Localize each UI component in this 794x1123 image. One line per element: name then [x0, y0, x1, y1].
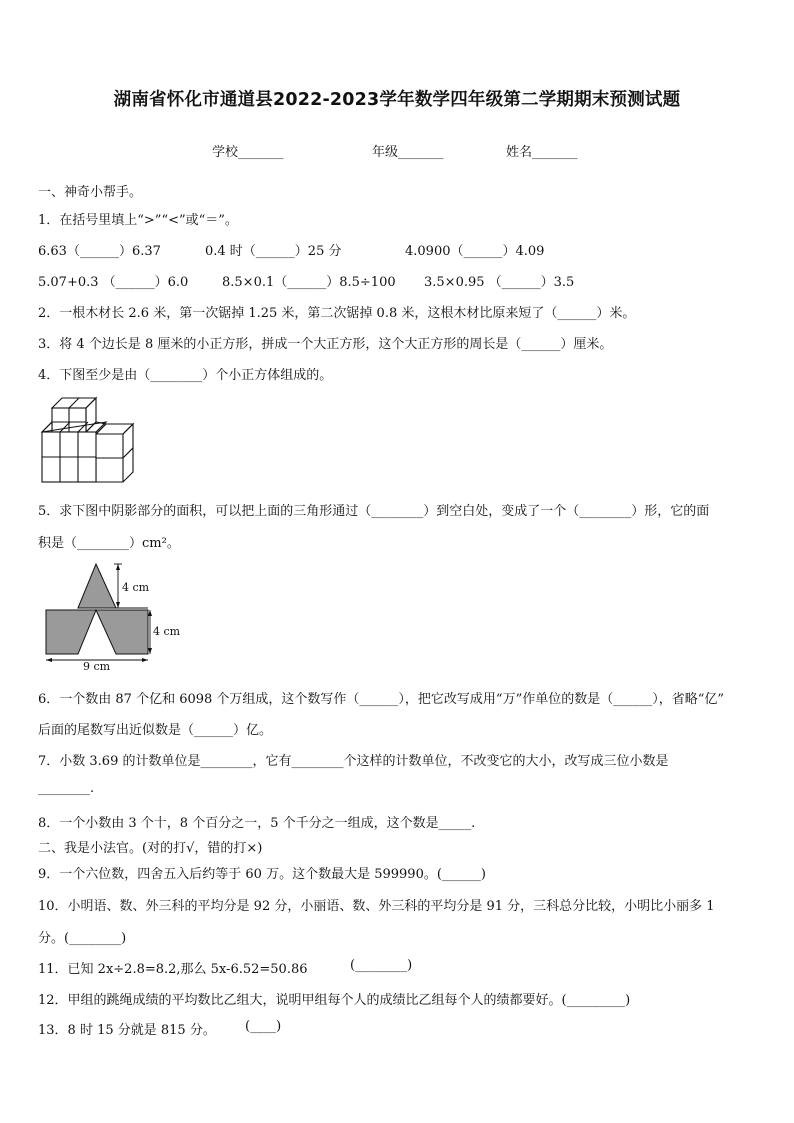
question-6-line-1: 6．一个数由 87 个亿和 6098 个万组成，这个数写作（______），把它改写成用“万”作单位的数是（______），省略“亿”: [38, 692, 725, 707]
q1-item-5: 8.5×0.1（______）8.5÷100: [222, 275, 396, 290]
q1-item-6: 3.5×0.95 （______）3.5: [424, 275, 575, 290]
question-8: 8．一个小数由 3 个十，8 个百分之一，5 个千分之一组成，这个数是_____.: [38, 816, 476, 831]
question-13-answer-blank: (____): [245, 1019, 282, 1034]
q1-item-3: 4.0900（______）4.09: [405, 244, 545, 259]
section-heading-1: 一、神奇小帮手。: [38, 185, 143, 200]
question-2: 2．一根木材长 2.6 米，第一次锯掉 1.25 米，第二次锯掉 0.8 米，这根木材比原来短了（______）米。: [38, 306, 636, 321]
top-height-label: 4 cm: [122, 581, 150, 594]
question-4: 4．下图至少是由（________）个小正方体组成的。: [38, 368, 333, 383]
q1-item-4: 5.07+0.3 （______）6.0: [38, 275, 189, 290]
bottom-height-label: 4 cm: [153, 625, 181, 638]
question-3: 3．将 4 个边长是 8 厘米的小正方形，拼成一个大正方形，这个大正方形的周长是（______）厘米。: [38, 337, 613, 352]
page-title: 湖南省怀化市通道县2022-2023学年数学四年级第二学期期末预测试题: [113, 90, 681, 110]
section-heading-2: 二、我是小法官。(对的打√，错的打×): [38, 841, 263, 856]
question-13: 13．8 时 15 分就是 815 分。: [38, 1023, 216, 1038]
grade-field: 年级_______: [372, 145, 444, 160]
question-6-line-2: 后面的尾数写出近似数是（______）亿。: [38, 723, 273, 738]
school-field: 学校_______: [212, 145, 284, 160]
question-7-line-2: ________.: [38, 781, 95, 796]
cube-stack-figure: [38, 396, 138, 486]
question-9: 9．一个六位数，四舍五入后约等于 60 万。这个数最大是 599990。(______): [38, 867, 486, 882]
question-10-line-2: 分。(________): [38, 931, 127, 946]
width-label: 9 cm: [83, 660, 111, 672]
question-7-line-1: 7．小数 3.69 的计数单位是________，它有________个这样的计数单位，不改变它的大小，改写成三位小数是: [38, 754, 669, 769]
q1-item-1: 6.63（______）6.37: [38, 244, 161, 259]
question-5-line-2: 积是（________）cm²。: [38, 536, 180, 551]
name-field: 姓名_______: [506, 145, 578, 160]
question-5-line-1: 5．求下图中阴影部分的面积，可以把上面的三角形通过（________）到空白处，变成了一个（________）形，它的面: [38, 504, 710, 519]
question-11: 11．已知 2x÷2.8=8.2,那么 5x-6.52=50.86: [38, 962, 308, 977]
shaded-area-figure: [38, 560, 198, 672]
q1-item-2: 0.4 时（______）25 分: [205, 244, 342, 259]
question-1-stem: 1．在括号里填上“>”“<”或“＝”。: [38, 213, 238, 228]
question-10-line-1: 10．小明语、数、外三科的平均分是 92 分，小丽语、数、外三科的平均分是 91 分，三科总分比较，小明比小丽多 1: [38, 899, 715, 914]
question-11-answer-blank: (________): [350, 958, 413, 973]
question-12: 12．甲组的跳绳成绩的平均数比乙组大，说明甲组每个人的成绩比乙组每个人的绩都要好。(_________): [38, 993, 631, 1008]
